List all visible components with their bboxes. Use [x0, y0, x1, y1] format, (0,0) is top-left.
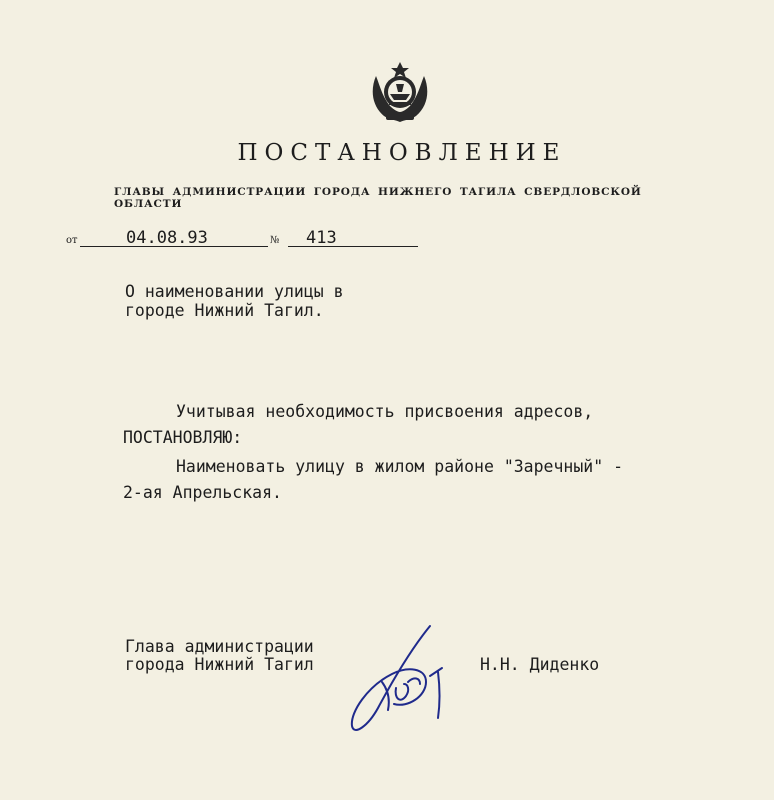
- subject-line-2: городе Нижний Тагил.: [125, 301, 324, 320]
- body-line-2: ПОСТАНОВЛЯЮ:: [123, 428, 243, 447]
- body-line-1: Учитывая необходимость присвоения адресов,: [176, 402, 594, 421]
- document-number: 413: [306, 228, 337, 248]
- document-date: 04.08.93: [126, 228, 208, 248]
- date-prefix: от: [66, 235, 78, 246]
- body-line-3: Наименовать улицу в жилом районе "Заречный" -: [176, 457, 624, 476]
- subject-line-1: О наименовании улицы в: [125, 282, 344, 301]
- body-line-4: 2-ая Апрельская.: [123, 483, 282, 502]
- coat-of-arms-icon: [366, 56, 434, 126]
- document-subtitle: ГЛАВЫ АДМИНИСТРАЦИИ ГОРОДА НИЖНЕГО ТАГИЛА СВЕРДЛОВСКОЙ ОБЛАСТИ: [114, 186, 642, 210]
- signatory-title-2: города Нижний Тагил: [125, 655, 314, 674]
- document-title: ПОСТАНОВЛЕНИЕ: [237, 140, 567, 166]
- signatory-title-1: Глава администрации: [125, 637, 314, 656]
- date-number-line: [66, 228, 366, 250]
- number-prefix: №: [270, 235, 280, 246]
- signatory-name: Н.Н. Диденко: [480, 655, 600, 674]
- signature-image: [342, 618, 462, 748]
